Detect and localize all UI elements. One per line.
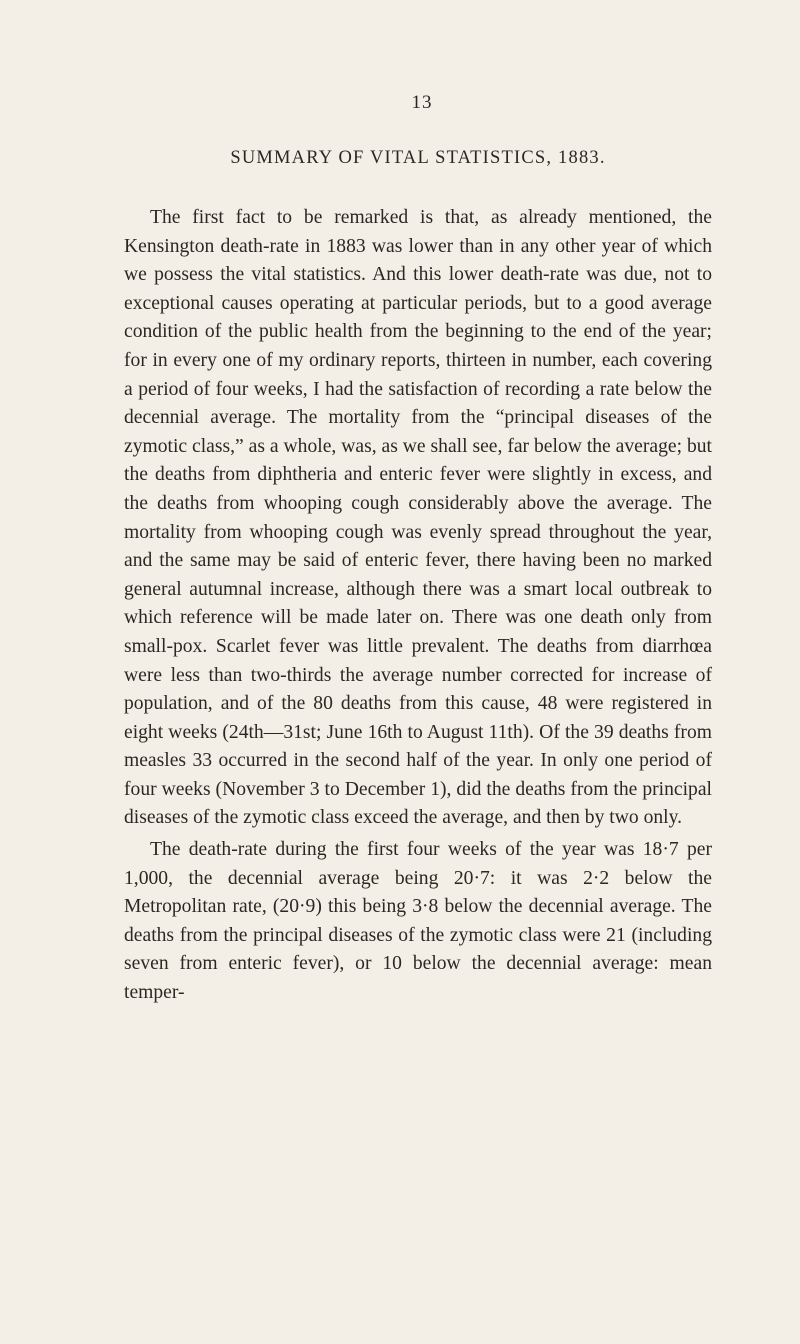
page-number: 13 [411,92,433,113]
document-page [124,92,712,1011]
paragraph-2: The death-rate during the first four weeks of the year was 18·7 per 1,000, the decennial average being 20·7: it was 2·2 below the Metropolitan rate, (20·9) this being 3·8 below the decennial average. The deaths from the principal diseases of the zymotic class were 21 (including seven from enteric fever), or 10 below the decennial average: mean temper- [124,839,712,1004]
page-heading: SUMMARY OF VITAL STATISTICS, 1883. [230,148,606,168]
paragraph-1: The first fact to be remarked is that, as already mentioned, the Kensington death-rate in 1883 was lower than in any other year of which we possess the vital statistics. And this lower death-rate was due, not to exceptional causes operating at particular periods, but to a good average condition of the public health from the beginning to the end of the year; for in every one of my ordinary reports, thirteen in number, each covering a period of four weeks, I had the satisfaction of recording a rate below the decennial average. The mortality from the “principal diseases of the zymotic class,” as a whole, was, as we shall see, far below the average; but the deaths from diphtheria and enteric fever were slightly in excess, and the deaths from whooping cough considerably above the average. The mortality from whooping cough was evenly spread throughout the year, and the same may be said of enteric fever, there having been no marked general autumnal increase, although there was a smart local outbreak to which reference will be made later on. There was one death only from small-pox. Scarlet fever was little prevalent. The deaths from diarrhœa were less than two-thirds the average number corrected for increase of population, and of the 80 deaths from this cause, 48 were registered in eight weeks (24th—31st; June 16th to August 11th). Of the 39 deaths from measles 33 occurred in the second half of the year. In only one period of four weeks (November 3 to December 1), did the deaths from the principal diseases of the zymotic class exceed the average, and then by two only. [124,207,712,829]
